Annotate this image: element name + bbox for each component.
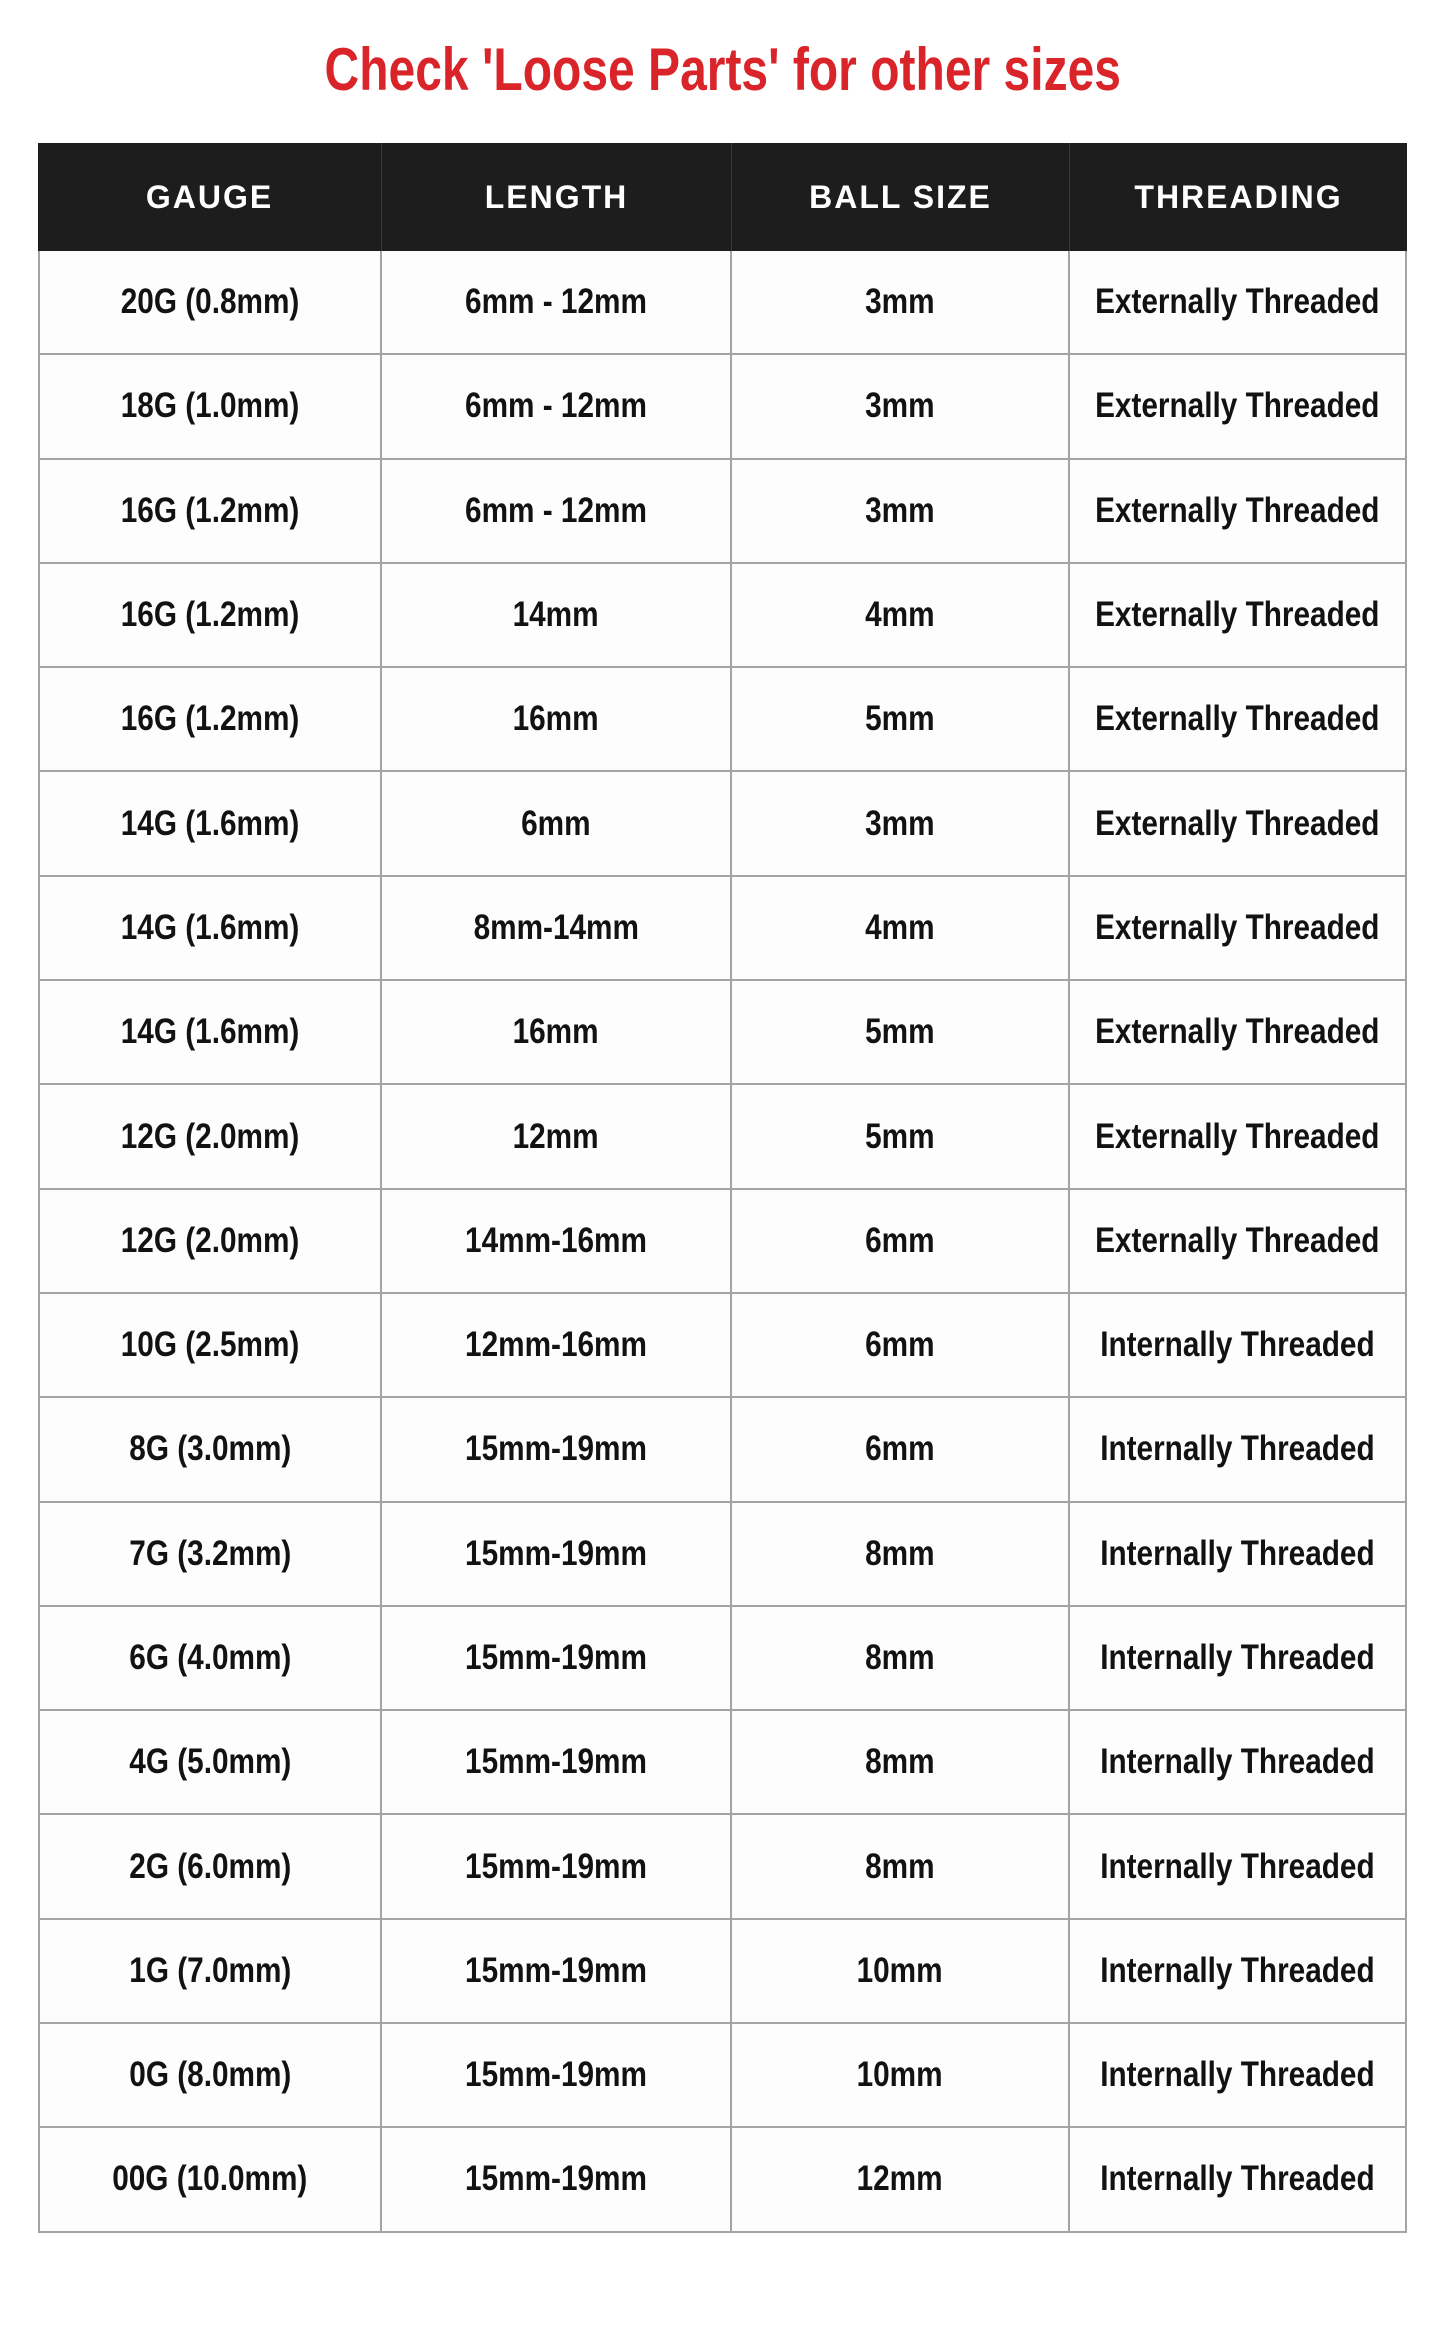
- page-title-text: Check 'Loose Parts' for other sizes: [324, 36, 1121, 103]
- cell-ball-size-text: 8mm: [865, 1742, 935, 1782]
- cell-gauge-text: 1G (7.0mm): [128, 1950, 292, 1990]
- cell-length: [382, 1920, 732, 2022]
- cell-threading-text: Internally Threaded: [1100, 2159, 1375, 2199]
- cell-length-text: 15mm-19mm: [465, 1429, 647, 1469]
- cell-length: [382, 1503, 732, 1605]
- cell-threading: [1070, 668, 1405, 770]
- cell-ball-size-text: 5mm: [865, 1116, 935, 1156]
- cell-length-text: 14mm: [512, 595, 599, 635]
- cell-threading: [1070, 1085, 1405, 1187]
- cell-length-text: 15mm-19mm: [465, 1950, 647, 1990]
- cell-length: [382, 1607, 732, 1709]
- table-row: [40, 564, 1405, 668]
- cell-length-text: 15mm-19mm: [465, 1638, 647, 1677]
- table-row: [40, 460, 1405, 564]
- cell-gauge: [40, 251, 382, 353]
- cell-gauge-text: 10G (2.5mm): [120, 1325, 300, 1365]
- cell-threading: [1070, 1190, 1405, 1292]
- cell-ball-size-text: 6mm: [865, 1325, 935, 1365]
- cell-gauge: [40, 1920, 382, 2022]
- cell-threading-text: Externally Threaded: [1095, 386, 1380, 426]
- cell-threading: [1070, 1815, 1405, 1917]
- column-header-ball-size: BALL SIZE: [732, 143, 1070, 251]
- cell-ball-size-text: 12mm: [856, 2159, 943, 2199]
- cell-threading-text: Externally Threaded: [1095, 1116, 1380, 1156]
- cell-threading: [1070, 1920, 1405, 2022]
- cell-ball-size: [732, 1085, 1070, 1187]
- cell-threading: [1070, 355, 1405, 457]
- cell-ball-size: [732, 1711, 1070, 1813]
- cell-length-text: 15mm-19mm: [465, 1533, 647, 1573]
- cell-threading-text: Externally Threaded: [1095, 1012, 1380, 1052]
- table-row: [40, 981, 1405, 1085]
- table-row: [40, 1607, 1405, 1711]
- cell-threading: [1070, 981, 1405, 1083]
- cell-length: [382, 1294, 732, 1396]
- cell-length: [382, 355, 732, 457]
- cell-gauge-text: 8G (3.0mm): [128, 1429, 292, 1469]
- cell-length-text: 8mm-14mm: [473, 907, 639, 947]
- cell-length: [382, 564, 732, 666]
- cell-threading-text: Internally Threaded: [1100, 1846, 1375, 1886]
- table-row: [40, 1503, 1405, 1607]
- cell-length-text: 16mm: [512, 699, 599, 739]
- cell-ball-size-text: 10mm: [856, 2055, 943, 2095]
- cell-threading-text: Externally Threaded: [1095, 1220, 1380, 1260]
- cell-threading-text: Internally Threaded: [1100, 1742, 1375, 1782]
- table-row: [40, 355, 1405, 459]
- cell-gauge: [40, 2128, 382, 2230]
- cell-ball-size-text: 3mm: [865, 803, 935, 843]
- cell-length-text: 15mm-19mm: [465, 2159, 647, 2199]
- cell-ball-size: [732, 981, 1070, 1083]
- table-row: [40, 1294, 1405, 1398]
- cell-gauge-text: 16G (1.2mm): [120, 490, 300, 530]
- page-title: [0, 38, 1445, 102]
- cell-ball-size: [732, 772, 1070, 874]
- cell-length-text: 16mm: [512, 1012, 599, 1052]
- table-row: [40, 877, 1405, 981]
- cell-ball-size: [732, 877, 1070, 979]
- cell-ball-size: [732, 460, 1070, 562]
- cell-gauge: [40, 772, 382, 874]
- cell-threading-text: Internally Threaded: [1100, 1950, 1375, 1990]
- cell-length-text: 6mm - 12mm: [465, 490, 647, 530]
- cell-ball-size: [732, 2128, 1070, 2230]
- column-header-threading: THREADING: [1134, 178, 1343, 215]
- cell-gauge: [40, 1503, 382, 1605]
- cell-length: [382, 1190, 732, 1292]
- cell-ball-size-text: 8mm: [865, 1846, 935, 1886]
- table-row: [40, 1815, 1405, 1919]
- cell-gauge: [40, 668, 382, 770]
- cell-length: [382, 981, 732, 1083]
- cell-threading: [1070, 772, 1405, 874]
- cell-threading: [1070, 1398, 1405, 1500]
- cell-ball-size: [732, 2024, 1070, 2126]
- cell-gauge: [40, 355, 382, 457]
- cell-ball-size: [732, 251, 1070, 353]
- cell-gauge-text: 12G (2.0mm): [120, 1116, 300, 1156]
- cell-gauge: [40, 1815, 382, 1917]
- cell-gauge: [40, 981, 382, 1083]
- cell-ball-size-text: 10mm: [856, 1950, 943, 1990]
- cell-threading: [1070, 2128, 1405, 2230]
- cell-gauge-text: 16G (1.2mm): [120, 699, 300, 739]
- size-table: [38, 143, 1407, 2233]
- cell-threading-text: Internally Threaded: [1100, 1325, 1375, 1365]
- cell-gauge-text: 2G (6.0mm): [128, 1846, 292, 1886]
- cell-length: [382, 877, 732, 979]
- cell-ball-size: [732, 1920, 1070, 2022]
- cell-length-text: 15mm-19mm: [465, 1846, 647, 1886]
- cell-length-text: 6mm - 12mm: [465, 282, 647, 322]
- cell-threading: [1070, 564, 1405, 666]
- cell-gauge: [40, 877, 382, 979]
- cell-threading: [1070, 1711, 1405, 1813]
- cell-length: [382, 772, 732, 874]
- cell-gauge: [40, 2024, 382, 2126]
- cell-threading-text: Externally Threaded: [1095, 595, 1380, 635]
- cell-threading: [1070, 877, 1405, 979]
- cell-ball-size-text: 8mm: [865, 1638, 935, 1677]
- cell-threading: [1070, 251, 1405, 353]
- table-row: [40, 251, 1405, 355]
- table-body: [38, 251, 1407, 2233]
- cell-length: [382, 668, 732, 770]
- cell-ball-size-text: 5mm: [865, 699, 935, 739]
- cell-gauge: [40, 1398, 382, 1500]
- table-header-row: [38, 143, 1407, 251]
- cell-gauge-text: 14G (1.6mm): [120, 1012, 300, 1052]
- cell-ball-size-text: 5mm: [865, 1012, 935, 1052]
- cell-ball-size: [732, 1190, 1070, 1292]
- cell-gauge-text: 18G (1.0mm): [120, 386, 300, 426]
- table-row: [40, 1398, 1405, 1502]
- cell-length-text: 14mm-16mm: [465, 1220, 647, 1260]
- cell-gauge-text: 0G (8.0mm): [128, 2055, 292, 2095]
- cell-threading-text: Externally Threaded: [1095, 699, 1380, 739]
- cell-threading: [1070, 1607, 1405, 1709]
- cell-gauge-text: 12G (2.0mm): [120, 1220, 300, 1260]
- cell-length: [382, 1398, 732, 1500]
- cell-gauge-text: 14G (1.6mm): [120, 803, 300, 843]
- table-row: [40, 1920, 1405, 2024]
- cell-gauge: [40, 1294, 382, 1396]
- cell-ball-size-text: 4mm: [865, 595, 935, 635]
- cell-length: [382, 2024, 732, 2126]
- cell-length-text: 15mm-19mm: [465, 2055, 647, 2095]
- column-header-length: LENGTH: [382, 143, 732, 251]
- cell-gauge-text: 14G (1.6mm): [120, 907, 300, 947]
- column-header-gauge: GAUGE: [38, 143, 382, 251]
- table-row: [40, 668, 1405, 772]
- cell-ball-size-text: 8mm: [865, 1533, 935, 1573]
- cell-threading-text: Externally Threaded: [1095, 907, 1380, 947]
- cell-threading-text: Internally Threaded: [1100, 1638, 1375, 1677]
- cell-length-text: 6mm - 12mm: [465, 386, 647, 426]
- cell-gauge-text: 16G (1.2mm): [120, 595, 300, 635]
- cell-ball-size-text: 6mm: [865, 1220, 935, 1260]
- cell-gauge-text: 7G (3.2mm): [128, 1533, 292, 1573]
- cell-ball-size-text: 3mm: [865, 282, 935, 322]
- cell-threading: [1070, 460, 1405, 562]
- table-row: [40, 2024, 1405, 2128]
- cell-ball-size-text: 6mm: [865, 1429, 935, 1469]
- cell-ball-size-text: 4mm: [865, 907, 935, 947]
- cell-threading-text: Internally Threaded: [1100, 2055, 1375, 2095]
- cell-ball-size: [732, 668, 1070, 770]
- cell-length-text: 12mm-16mm: [465, 1325, 647, 1365]
- table-row: [40, 2128, 1405, 2232]
- cell-gauge: [40, 460, 382, 562]
- cell-gauge: [40, 1190, 382, 1292]
- cell-length-text: 6mm: [521, 803, 591, 843]
- cell-threading-text: Externally Threaded: [1095, 282, 1380, 322]
- cell-ball-size: [732, 1398, 1070, 1500]
- cell-threading: [1070, 1503, 1405, 1605]
- table-row: [40, 1085, 1405, 1189]
- cell-gauge: [40, 564, 382, 666]
- cell-length: [382, 460, 732, 562]
- cell-ball-size: [732, 564, 1070, 666]
- cell-gauge: [40, 1085, 382, 1187]
- cell-length: [382, 1711, 732, 1813]
- cell-ball-size: [732, 1607, 1070, 1709]
- cell-ball-size: [732, 1503, 1070, 1605]
- cell-ball-size-text: 3mm: [865, 386, 935, 426]
- cell-threading-text: Internally Threaded: [1100, 1429, 1375, 1469]
- cell-length: [382, 1085, 732, 1187]
- cell-length: [382, 1815, 732, 1917]
- cell-length: [382, 2128, 732, 2230]
- cell-ball-size: [732, 1294, 1070, 1396]
- cell-gauge: [40, 1711, 382, 1813]
- cell-gauge-text: 00G (10.0mm): [112, 2159, 308, 2199]
- cell-ball-size-text: 3mm: [865, 490, 935, 530]
- cell-threading-text: Externally Threaded: [1095, 490, 1380, 530]
- table-row: [40, 1190, 1405, 1294]
- cell-threading: [1070, 2024, 1405, 2126]
- cell-threading: [1070, 1294, 1405, 1396]
- size-chart-page: [0, 38, 1445, 2350]
- cell-length-text: 15mm-19mm: [465, 1742, 647, 1782]
- cell-gauge-text: 4G (5.0mm): [128, 1742, 292, 1782]
- cell-threading-text: Internally Threaded: [1100, 1533, 1375, 1573]
- cell-threading-text: Externally Threaded: [1095, 803, 1380, 843]
- table-row: [40, 772, 1405, 876]
- cell-length-text: 12mm: [512, 1116, 599, 1156]
- cell-ball-size: [732, 1815, 1070, 1917]
- cell-ball-size: [732, 355, 1070, 457]
- cell-gauge-text: 20G (0.8mm): [120, 282, 300, 322]
- cell-gauge-text: 6G (4.0mm): [128, 1638, 292, 1677]
- cell-gauge: [40, 1607, 382, 1709]
- cell-length: [382, 251, 732, 353]
- table-row: [40, 1711, 1405, 1815]
